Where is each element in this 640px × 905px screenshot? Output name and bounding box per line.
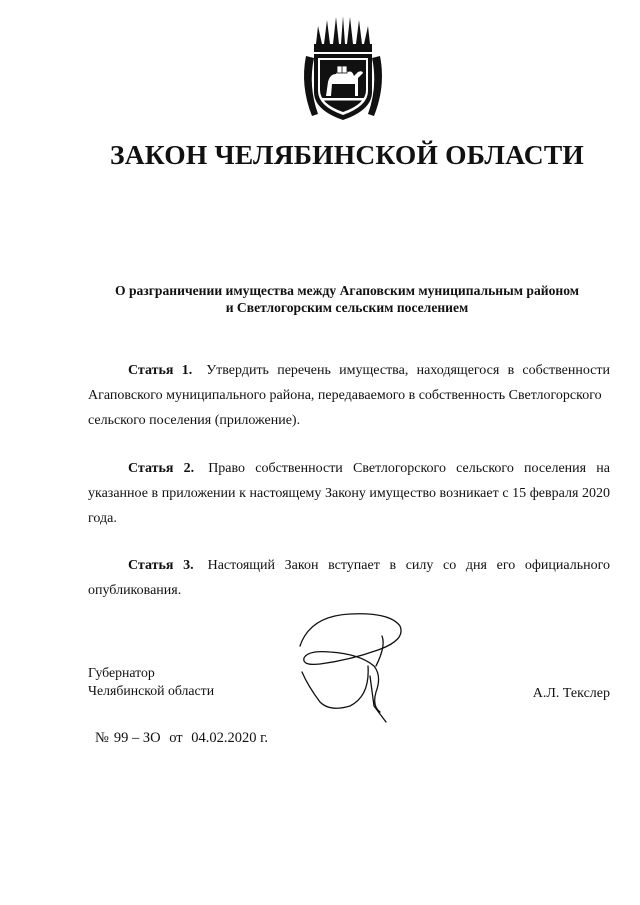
article-2-first-text: Право собственности Светлогорского сельского поселения на: [208, 461, 611, 476]
article-3-label: Статья 3.: [128, 558, 194, 573]
law-number-from: от: [169, 730, 183, 746]
law-date: 04.02.2020 г.: [191, 730, 269, 746]
law-number: [95, 730, 273, 747]
article-3-text: опубликования.: [88, 583, 182, 598]
number-sign: №: [95, 730, 109, 746]
coat-of-arms-emblem: [300, 16, 386, 124]
governor-region: Челябинской области: [88, 683, 215, 698]
governor-position: [88, 664, 214, 700]
article-3-first-line: [88, 553, 610, 578]
law-subject: [0, 282, 640, 316]
article-2-first-line: [88, 456, 610, 481]
law-number-value: 99 – ЗО: [113, 730, 161, 746]
article-2-text: указанное в приложении к настоящему Закону имущество возникает с 15 февраля 2020 года.: [88, 486, 610, 526]
article-1-text: Агаповского муниципального района, передаваемого в собственность Светлогорского сельского поселения (приложение).: [88, 388, 602, 428]
law-subject-line-2: и Светлогорским сельским поселением: [225, 300, 469, 315]
article-3: [88, 553, 610, 603]
article-1: [88, 358, 610, 433]
article-1-first-line: [88, 358, 610, 383]
law-subject-line-1: О разграничении имущества между Агаповским муниципальным районом: [114, 283, 580, 298]
handwritten-signature: [290, 606, 420, 726]
governor-name: А.Л. Текслер: [532, 686, 610, 701]
article-2-label: Статья 2.: [128, 461, 195, 476]
document-title: ЗАКОН ЧЕЛЯБИНСКОЙ ОБЛАСТИ: [110, 139, 584, 170]
article-3-first-text: Настоящий Закон вступает в силу со дня его официального: [207, 558, 610, 573]
governor-title: Губернатор: [88, 665, 155, 680]
article-1-first-text: Утвердить перечень имущества, находящегося в собственности: [206, 363, 610, 378]
article-2: [88, 456, 610, 531]
article-1-label: Статья 1.: [128, 363, 193, 378]
